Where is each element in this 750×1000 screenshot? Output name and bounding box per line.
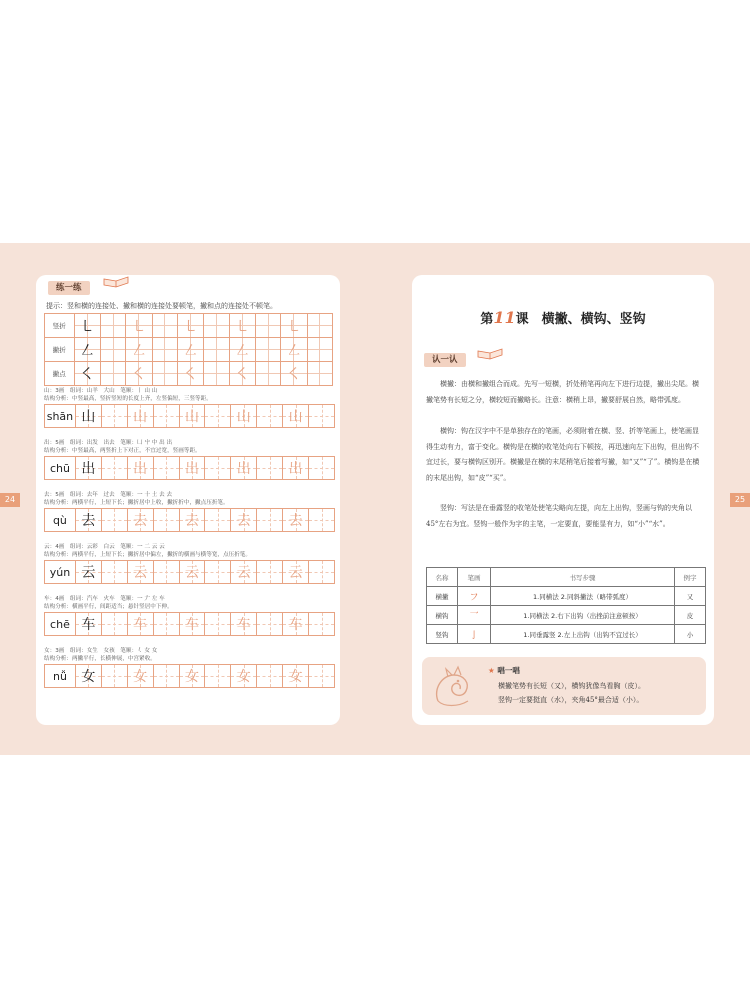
- lesson-title: 第11课 横撇、横钩、竖钩: [480, 308, 646, 327]
- stroke-grid-cell: ㇛: [126, 362, 152, 386]
- stroke-grid-cell: ㇜: [126, 338, 152, 362]
- stroke-name: 撇折: [45, 338, 75, 362]
- structure-analysis: 结构分析：横画平行，间距适当；悬针竖居中下伸。: [44, 604, 173, 610]
- trace-character: 山: [133, 409, 148, 425]
- trace-character: 云: [288, 565, 303, 581]
- stroke-grid-cell: [100, 314, 125, 338]
- grid-cell: [180, 509, 206, 531]
- grid-cell: [76, 665, 102, 687]
- grid-cell: [180, 561, 206, 583]
- grid-cell: [257, 561, 283, 583]
- stroke-practice-table: [44, 313, 333, 386]
- steps-cell: 1.同横法 2.同斜撇法（略带弧度）: [491, 587, 675, 606]
- grid-cell: [76, 561, 102, 583]
- model-character: 去: [81, 513, 96, 529]
- grid-cell: [309, 509, 334, 531]
- grid-cell: [128, 613, 154, 635]
- grid-cell: [283, 405, 309, 427]
- grid-cell: [231, 457, 257, 479]
- grid-cell: [102, 561, 128, 583]
- grid-cell: [257, 405, 283, 427]
- grid-cell: [283, 509, 309, 531]
- stroke-icon-cell: 乛: [458, 606, 491, 625]
- grid-cell: [309, 561, 334, 583]
- stroke-grid-cell: [307, 362, 332, 386]
- stroke-grid-cell: [152, 314, 177, 338]
- stroke-grid-cell: [255, 338, 280, 362]
- writing-grid: [44, 456, 335, 480]
- stroke-grid-cell: ㇜: [281, 338, 307, 362]
- structure-analysis: 结构分析：中竖最高，两竖折上下对正，不宜过宽，竖画等距。: [44, 448, 201, 454]
- trace-character: 云: [184, 565, 199, 581]
- grid-cell: [205, 509, 231, 531]
- pinyin: chū: [45, 457, 76, 479]
- pinyin: yún: [45, 561, 76, 583]
- character-entry: [44, 491, 334, 529]
- structure-analysis: 结构分析：两横平行，上短下长；撇折居中偏左，撇折的横画与横等宽，点压折笔。: [44, 552, 251, 558]
- header-stroke: 笔画: [458, 568, 491, 587]
- model-character: 山: [81, 409, 96, 425]
- writing-grid: [44, 404, 335, 428]
- grid-cell: [102, 613, 128, 635]
- grid-cell: [231, 509, 257, 531]
- pinyin: shān: [45, 405, 76, 427]
- character-entry: [44, 439, 334, 477]
- pinyin: chē: [45, 613, 76, 635]
- stroke-grid-cell: [100, 362, 125, 386]
- example-cell: 小: [675, 625, 706, 644]
- grid-cell: [257, 613, 283, 635]
- trace-character: 山: [236, 409, 251, 425]
- trace-character: 去: [133, 513, 148, 529]
- trace-character: 出: [288, 461, 303, 477]
- grid-cell: [128, 509, 154, 531]
- grid-cell: [102, 665, 128, 687]
- pinyin: qù: [45, 509, 76, 531]
- grid-cell: [231, 561, 257, 583]
- paragraph-shugou: 竖钩：写法是在垂露竖的收笔处使笔尖略向左提，向左上出钩，竖画与钩的夹角以45°左右为宜。竖钩一般作为字的主笔，一定要直，要能显有力，如“小”“水”。: [426, 504, 692, 528]
- stroke-grid-cell: ㇄: [281, 314, 307, 338]
- steps-row: [427, 625, 706, 644]
- trace-character: 出: [184, 461, 199, 477]
- steps-cell: 1.同垂露竖 2.左上出钩（出钩不宜过长）: [491, 625, 675, 644]
- practice-label: 练一练: [48, 281, 90, 295]
- stroke-name-cell: 横钩: [427, 606, 458, 625]
- writing-grid: [44, 560, 335, 584]
- dragon-illustration: [428, 661, 478, 711]
- grid-cell: [102, 509, 128, 531]
- grid-cell: [128, 561, 154, 583]
- character-entry: [44, 647, 334, 685]
- read-aloud-line-2: 竖钩一定要挺直（水），夹角45°最合适（小）。: [498, 696, 644, 704]
- writing-grid: [44, 508, 335, 532]
- character-entry: [44, 387, 334, 425]
- trace-character: 山: [288, 409, 303, 425]
- paragraph-hengpie: 横撇：由横和撇组合而成。先写一短横，折处稍笔再向左下进行边提，撇出尖尾。横撇笔势有长短之分，横较短而撇略长。注意：横稍上昂，撇要舒展自然，略带弧度。: [426, 380, 699, 404]
- trace-character: 去: [288, 513, 303, 529]
- grid-cell: [180, 613, 206, 635]
- trace-character: 女: [133, 669, 148, 685]
- example-cell: 又: [675, 587, 706, 606]
- stroke-grid-cell: ㇜: [229, 338, 255, 362]
- grid-cell: [309, 665, 334, 687]
- pinyin: nǚ: [45, 665, 76, 687]
- writing-steps-table: [426, 567, 706, 644]
- grid-cell: [205, 613, 231, 635]
- trace-character: 云: [133, 565, 148, 581]
- right-page-number: 25: [730, 493, 750, 507]
- grid-cell: [283, 665, 309, 687]
- character-info: 出：5画 组词：出发 出去 笔顺：凵 屮 中 出 出: [44, 440, 173, 446]
- character-info: 云：4画 组词：云彩 白云 笔顺：一 二 云 云: [44, 544, 165, 550]
- grid-cell: [205, 405, 231, 427]
- book-icon: [102, 275, 130, 289]
- stroke-grid-cell: ㇄: [229, 314, 255, 338]
- trace-character: 女: [236, 669, 251, 685]
- stroke-grid-cell: ㇜: [74, 338, 100, 362]
- writing-grid: [44, 664, 335, 688]
- grid-cell: [154, 665, 180, 687]
- stroke-grid-cell: ㇄: [126, 314, 152, 338]
- left-page: [36, 275, 340, 725]
- trace-character: 车: [236, 617, 251, 633]
- stroke-row: [45, 362, 333, 386]
- grid-cell: [128, 405, 154, 427]
- grid-cell: [76, 509, 102, 531]
- stroke-grid-cell: ㇄: [177, 314, 203, 338]
- stroke-grid-cell: [307, 314, 332, 338]
- grid-cell: [154, 509, 180, 531]
- grid-cell: [154, 613, 180, 635]
- trace-character: 女: [184, 669, 199, 685]
- character-info: 去：5画 组词：去年 过去 笔顺：一 十 土 去 去: [44, 492, 173, 498]
- trace-character: 出: [133, 461, 148, 477]
- left-page-number: 24: [0, 493, 20, 507]
- stroke-name: 竖折: [45, 314, 75, 338]
- grid-cell: [257, 457, 283, 479]
- stroke-grid-cell: ㇛: [177, 362, 203, 386]
- grid-cell: [76, 613, 102, 635]
- trace-character: 去: [184, 513, 199, 529]
- stroke-name-cell: 竖钩: [427, 625, 458, 644]
- character-info: 女：3画 组词：女生 女孩 笔顺：𡿨 女 女: [44, 648, 158, 654]
- book-spread: [0, 243, 750, 755]
- grid-cell: [257, 509, 283, 531]
- example-cell: 皮: [675, 606, 706, 625]
- grid-cell: [205, 457, 231, 479]
- trace-character: 山: [184, 409, 199, 425]
- grid-cell: [102, 457, 128, 479]
- grid-cell: [205, 665, 231, 687]
- trace-character: 去: [236, 513, 251, 529]
- stroke-grid-cell: ㇛: [74, 362, 100, 386]
- stroke-grid-cell: ㇛: [229, 362, 255, 386]
- trace-character: 车: [288, 617, 303, 633]
- header-example: 例字: [675, 568, 706, 587]
- stroke-name-cell: 横撇: [427, 587, 458, 606]
- grid-cell: [76, 457, 102, 479]
- stroke-grid-cell: ㇄: [74, 314, 100, 338]
- grid-cell: [180, 665, 206, 687]
- grid-cell: [128, 457, 154, 479]
- model-character: 出: [81, 461, 96, 477]
- stroke-row: [45, 338, 333, 362]
- stroke-grid-cell: [204, 314, 229, 338]
- structure-analysis: 结构分析：两撇平行，长横伸展，中宫紧收。: [44, 656, 156, 662]
- trace-character: 车: [184, 617, 199, 633]
- grid-cell: [283, 457, 309, 479]
- read-aloud-line-1: 横撇笔势有长短（又），横钩犹像鸟看胸（皮）。: [498, 682, 645, 690]
- grid-cell: [180, 457, 206, 479]
- grid-cell: [309, 457, 334, 479]
- steps-cell: 1.同横法 2.右下出钩（出挫前注意顿按）: [491, 606, 675, 625]
- trace-character: 车: [133, 617, 148, 633]
- trace-character: 云: [236, 565, 251, 581]
- steps-row: [427, 606, 706, 625]
- writing-grid: [44, 612, 335, 636]
- stroke-grid-cell: ㇛: [281, 362, 307, 386]
- grid-cell: [257, 665, 283, 687]
- character-info: 山：3画 组词：山羊 大山 笔顺：丨 山 山: [44, 388, 158, 394]
- read-aloud-box: [422, 657, 706, 715]
- stroke-icon-cell: フ: [458, 587, 491, 606]
- grid-cell: [309, 405, 334, 427]
- lesson-number: 11: [493, 308, 516, 327]
- stroke-grid-cell: [100, 338, 125, 362]
- grid-cell: [309, 613, 334, 635]
- model-character: 车: [81, 617, 96, 633]
- model-character: 云: [81, 565, 96, 581]
- steps-row: [427, 587, 706, 606]
- book-icon: [476, 347, 504, 361]
- stroke-grid-cell: [307, 338, 332, 362]
- grid-cell: [154, 561, 180, 583]
- stroke-grid-cell: [255, 314, 280, 338]
- stroke-grid-cell: [204, 362, 229, 386]
- stroke-grid-cell: [152, 338, 177, 362]
- character-entry: [44, 595, 334, 633]
- stroke-row: [45, 314, 333, 338]
- grid-cell: [76, 405, 102, 427]
- grid-cell: [154, 405, 180, 427]
- practice-tip: 提示：竖和横的连接处、撇和横的连接处要顿笔，撇和点的连接处不顿笔。: [46, 302, 277, 310]
- stroke-icon-cell: 亅: [458, 625, 491, 644]
- grid-cell: [102, 405, 128, 427]
- trace-character: 女: [288, 669, 303, 685]
- trace-character: 出: [236, 461, 251, 477]
- right-page: [412, 275, 714, 725]
- stroke-grid-cell: ㇜: [177, 338, 203, 362]
- header-steps: 书写步骤: [491, 568, 675, 587]
- header-name: 名称: [427, 568, 458, 587]
- grid-cell: [283, 561, 309, 583]
- character-info: 车：4画 组词：汽车 火车 笔顺：一 𠂇 左 车: [44, 596, 165, 602]
- grid-cell: [154, 457, 180, 479]
- grid-cell: [231, 613, 257, 635]
- character-entry: [44, 543, 334, 581]
- structure-analysis: 结构分析：中竖最高，竖折竖短的长度上齐，左竖偏短，三竖等距。: [44, 396, 212, 402]
- stroke-grid-cell: [204, 338, 229, 362]
- grid-cell: [180, 405, 206, 427]
- stroke-name: 撇点: [45, 362, 75, 386]
- grid-cell: [231, 665, 257, 687]
- stroke-grid-cell: [152, 362, 177, 386]
- read-aloud-title: ★ 唱一唱: [488, 665, 520, 676]
- grid-cell: [231, 405, 257, 427]
- stroke-grid-cell: [255, 362, 280, 386]
- grid-cell: [205, 561, 231, 583]
- structure-analysis: 结构分析：两横平行，上短下长；撇折居中上收，撇折折中，撇点压折笔。: [44, 500, 229, 506]
- grid-cell: [128, 665, 154, 687]
- know-label: 认一认: [424, 353, 466, 367]
- paragraph-henggou: 横钩：钩在汉字中不是单独存在的笔画，必须附着在横、竖、折等笔画上，使笔画显得生动有力，富于变化。横钩是在横的收笔处向右下顿按，再迅速向左下出钩，但出钩不宜过长，要与横钩区别开。横撇是在横的末尾稍笔后接着写撇，如“又”“了”。横钩是在横的末尾出钩，如“皮”“买”。: [426, 427, 700, 482]
- model-character: 女: [81, 669, 96, 685]
- grid-cell: [283, 613, 309, 635]
